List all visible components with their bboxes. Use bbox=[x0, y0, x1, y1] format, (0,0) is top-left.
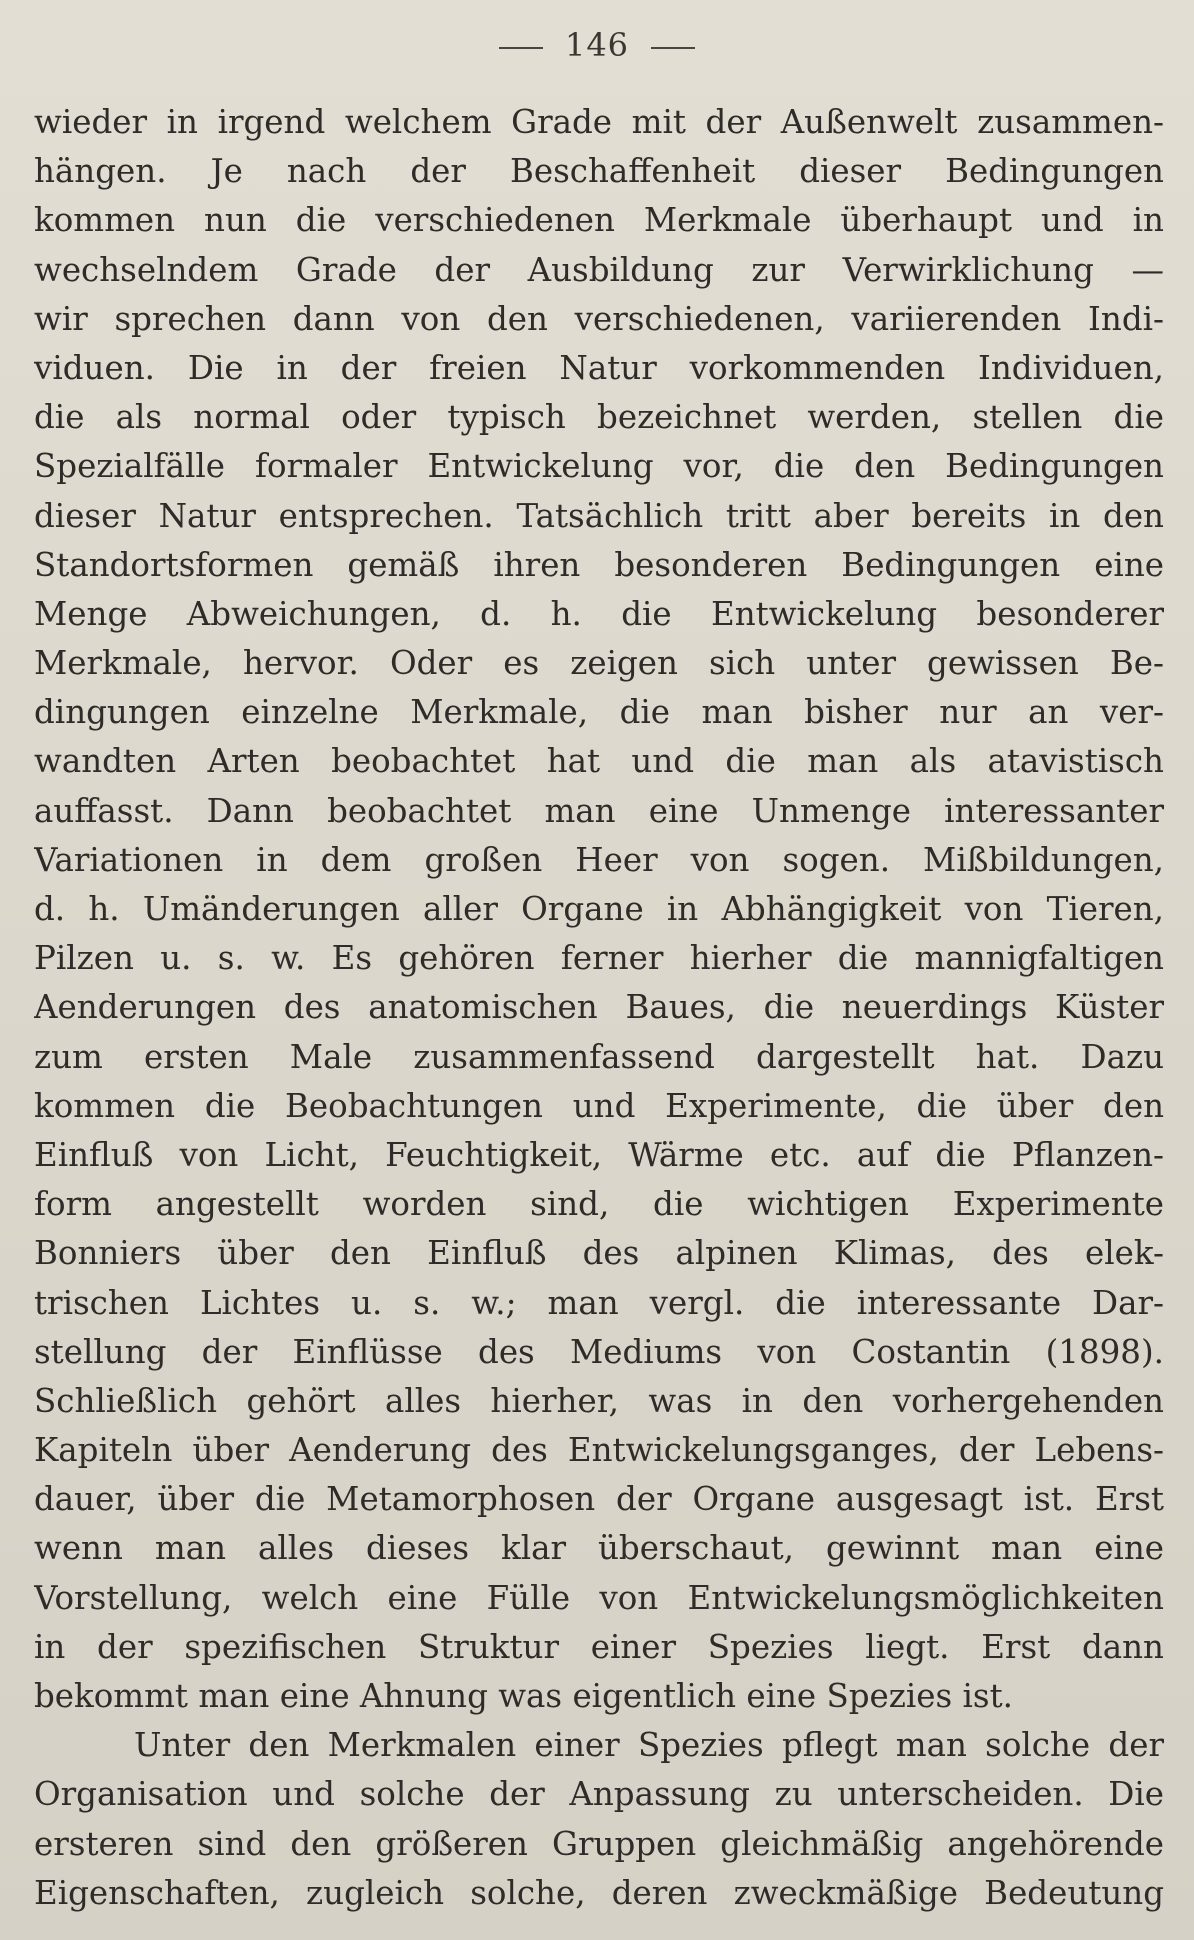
text-line: Standortsformen gemäß ihren besonderen Bedingungen eine bbox=[34, 545, 1164, 584]
text-line: ersteren sind den größeren Gruppen gleichmäßig angehörende bbox=[34, 1824, 1164, 1863]
text-line: dieser Natur entsprechen. Tatsächlich tritt aber bereits in den bbox=[34, 496, 1164, 535]
text-line: wechselndem Grade der Ausbildung zur Verwirklichung — bbox=[34, 250, 1164, 289]
text-line: Eigenschaften, zugleich solche, deren zweckmäßige Bedeutung bbox=[34, 1873, 1164, 1912]
text-line: Organisation und solche der Anpassung zu unterscheiden. Die bbox=[34, 1775, 1164, 1814]
right-dash bbox=[651, 47, 695, 49]
text-line: trischen Lichtes u. s. w.; man vergl. die interessante Dar- bbox=[34, 1283, 1164, 1322]
text-line: wandten Arten beobachtet hat und die man als atavistisch bbox=[34, 742, 1164, 781]
text-line: auffasst. Dann beobachtet man eine Unmenge interessanter bbox=[34, 791, 1164, 830]
text-line: Variationen in dem großen Heer von sogen. Mißbildungen, bbox=[34, 840, 1164, 879]
text-line: viduen. Die in der freien Natur vorkommenden Individuen, bbox=[34, 348, 1164, 387]
text-line: dauer, über die Metamorphosen der Organe ausgesagt ist. Erst bbox=[34, 1480, 1164, 1519]
text-line: Menge Abweichungen, d. h. die Entwickelung besonderer bbox=[34, 594, 1164, 633]
text-line: Schließlich gehört alles hierher, was in den vorhergehenden bbox=[34, 1381, 1164, 1420]
text-line: Kapiteln über Aenderung des Entwickelungsganges, der Lebens- bbox=[34, 1431, 1164, 1470]
left-dash bbox=[499, 47, 543, 49]
paragraph-start-line: Unter den Merkmalen einer Spezies pflegt man solche der bbox=[134, 1726, 1164, 1765]
text-line: Vorstellung, welch eine Fülle von Entwickelungsmöglichkeiten bbox=[34, 1578, 1164, 1617]
text-line: wenn man alles dieses klar überschaut, gewinnt man eine bbox=[34, 1529, 1164, 1568]
text-line: wir sprechen dann von den verschiedenen, variierenden Indi- bbox=[34, 299, 1164, 338]
text-line: stellung der Einflüsse des Mediums von Costantin (1898). bbox=[34, 1332, 1164, 1371]
text-line: Aenderungen des anatomischen Baues, die neuerdings Küster bbox=[34, 988, 1164, 1027]
text-line: Bonniers über den Einfluß des alpinen Klimas, des elek- bbox=[34, 1234, 1164, 1273]
page-header bbox=[0, 26, 1194, 64]
text-line: zum ersten Male zusammenfassend dargestellt hat. Dazu bbox=[34, 1037, 1164, 1076]
text-line: dingungen einzelne Merkmale, die man bisher nur an ver- bbox=[34, 693, 1164, 732]
body-text bbox=[34, 98, 1164, 1918]
text-line: die als normal oder typisch bezeichnet werden, stellen die bbox=[34, 398, 1164, 437]
paragraph-end-line: bekommt man eine Ahnung was eigentlich eine Spezies ist. bbox=[34, 1677, 1013, 1715]
text-line: wieder in irgend welchem Grade mit der Außenwelt zusammen- bbox=[34, 103, 1164, 141]
text-line: hängen. Je nach der Beschaffenheit dieser Bedingungen bbox=[34, 152, 1164, 191]
text-line: Einfluß von Licht, Feuchtigkeit, Wärme etc. auf die Pflanzen- bbox=[34, 1135, 1164, 1174]
text-line: in der spezifischen Struktur einer Spezies liegt. Erst dann bbox=[34, 1627, 1164, 1666]
text-line: kommen nun die verschiedenen Merkmale überhaupt und in bbox=[34, 201, 1164, 240]
page-number: 146 bbox=[564, 26, 630, 64]
text-line: Spezialfälle formaler Entwickelung vor, die den Bedingungen bbox=[34, 447, 1164, 486]
text-line: Merkmale, hervor. Oder es zeigen sich unter gewissen Be- bbox=[34, 644, 1164, 683]
text-line: form angestellt worden sind, die wichtigen Experimente bbox=[34, 1185, 1164, 1224]
text-line: Pilzen u. s. w. Es gehören ferner hierher die mannigfaltigen bbox=[34, 939, 1164, 978]
text-line: kommen die Beobachtungen und Experimente, die über den bbox=[34, 1086, 1164, 1125]
text-line: d. h. Umänderungen aller Organe in Abhängigkeit von Tieren, bbox=[34, 890, 1164, 928]
